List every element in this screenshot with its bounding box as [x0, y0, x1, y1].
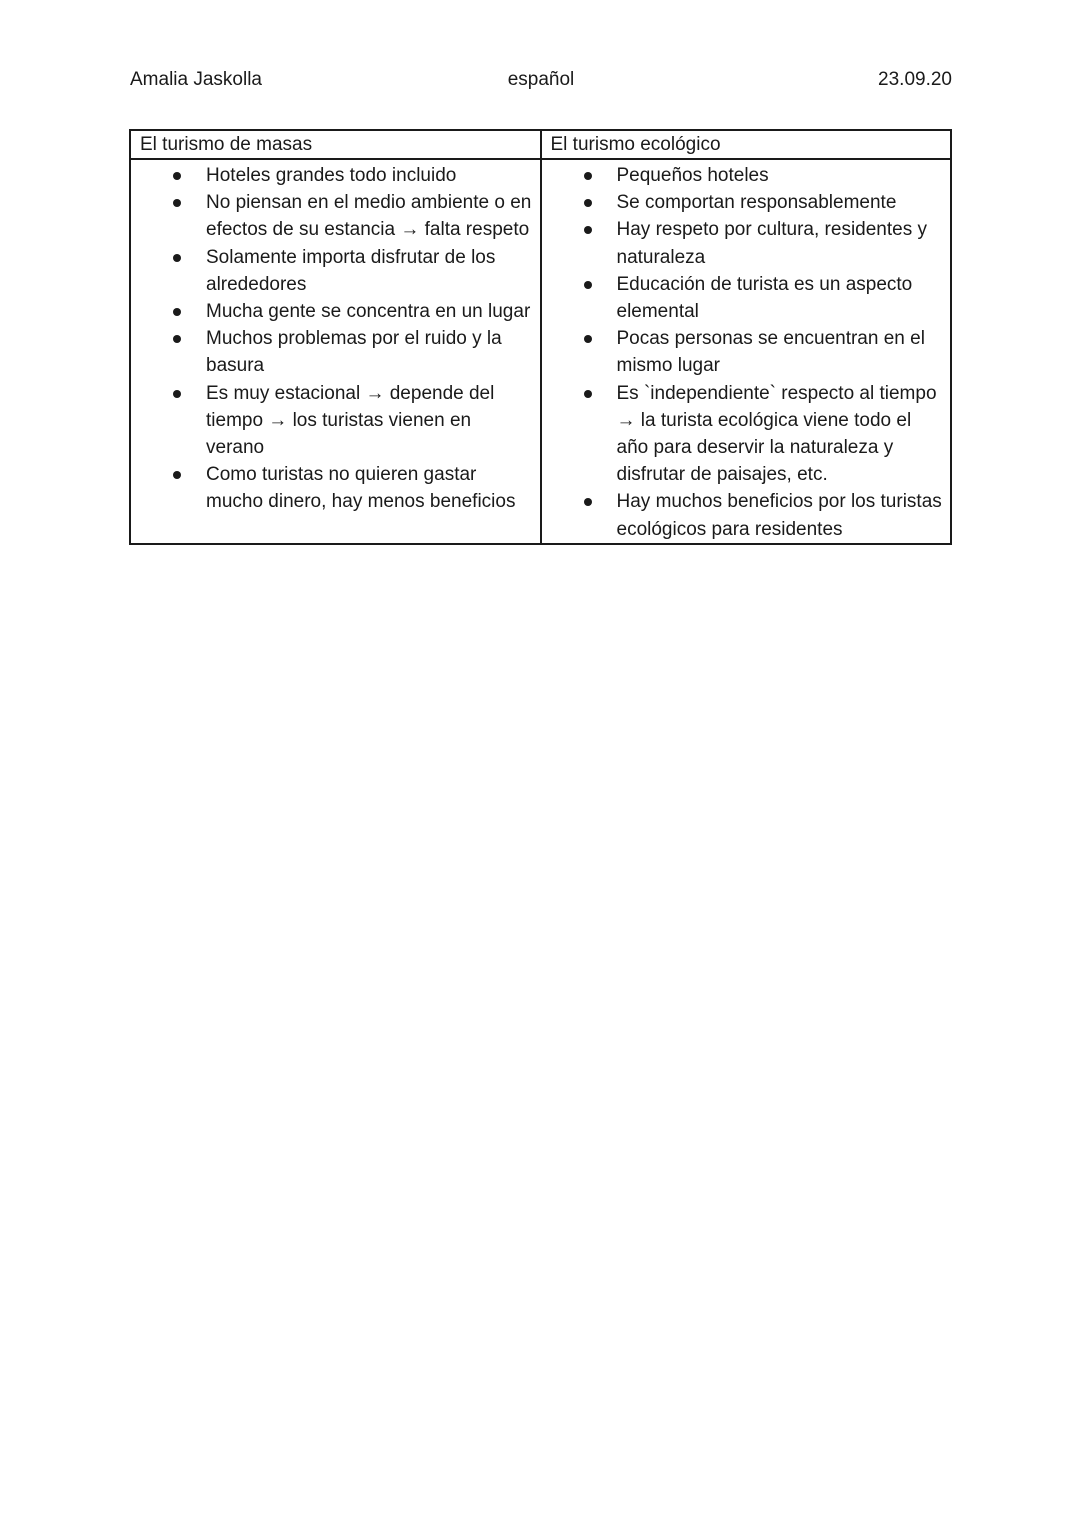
bullet-icon: [584, 172, 592, 180]
list-item: [131, 298, 532, 325]
bullet-icon: [173, 390, 181, 398]
bullet-icon: [173, 172, 181, 180]
bullet-icon: [584, 281, 592, 289]
list-item: [131, 325, 532, 379]
list-item-text: Educación de turista es un aspecto elemental: [616, 273, 913, 323]
list-item-text: Mucha gente se concentra en un lugar: [206, 301, 531, 323]
author-name: Amalia Jaskolla: [130, 69, 262, 90]
mass-tourism-list: [131, 160, 540, 516]
bullet-icon: [584, 199, 592, 207]
list-item: [542, 325, 943, 379]
list-item-text: Como turistas no quieren gastar mucho dinero, hay menos beneficios: [206, 464, 516, 513]
list-item-text: Hay respeto por cultura, residentes y naturaleza: [616, 219, 927, 268]
table-header-row: [130, 130, 951, 159]
bullet-icon: [584, 390, 592, 398]
list-item-text: Es `independiente` respecto al tiempo → la turista ecológica viene todo el año para deservir la naturaleza y disfrutar de paisajes, etc.: [616, 382, 937, 486]
comparison-table: [129, 129, 952, 545]
subject-label: español: [507, 69, 575, 90]
list-item-text: No piensan en el medio ambiente o en efectos de su estancia → falta respeto: [206, 192, 532, 241]
eco-tourism-list: [542, 160, 951, 543]
list-item-text: Se comportan responsablemente: [616, 192, 897, 214]
list-item: [542, 189, 943, 216]
bullet-icon: [173, 199, 181, 207]
list-item-text: Hoteles grandes todo incluido: [206, 165, 457, 186]
list-item: [131, 244, 532, 298]
bullet-icon: [584, 498, 592, 506]
list-item-text: Pequeños hoteles: [616, 165, 769, 186]
list-item-text: Pocas personas se encuentran en el mismo lugar: [616, 328, 925, 377]
list-item-text: Es muy estacional → depende del tiempo → los turistas vienen en verano: [206, 382, 495, 459]
list-item: [131, 380, 532, 462]
bullet-icon: [173, 335, 181, 343]
list-item-text: Hay muchos beneficios por los turistas ecológicos para residentes: [616, 491, 942, 540]
bullet-icon: [173, 254, 181, 262]
list-item-text: Muchos problemas por el ruido y la basura: [206, 328, 502, 377]
table-row: [130, 159, 951, 544]
column-header-eco-tourism: El turismo ecológico: [541, 130, 952, 159]
list-item: [542, 216, 943, 270]
bullet-icon: [173, 308, 181, 316]
mass-tourism-cell: [130, 159, 541, 544]
bullet-icon: [584, 335, 592, 343]
list-item: [542, 271, 943, 325]
list-item: [131, 162, 532, 189]
list-item: [542, 380, 943, 489]
page-header: [130, 66, 952, 94]
bullet-icon: [173, 471, 181, 479]
list-item: [131, 461, 532, 515]
list-item: [542, 162, 943, 189]
column-header-mass-tourism: El turismo de masas: [130, 130, 541, 159]
document-date: 23.09.20: [878, 69, 952, 90]
bullet-icon: [584, 226, 592, 234]
list-item: [542, 488, 943, 542]
list-item: [131, 189, 532, 243]
list-item-text: Solamente importa disfrutar de los alrededores: [206, 246, 496, 295]
eco-tourism-cell: [541, 159, 952, 544]
